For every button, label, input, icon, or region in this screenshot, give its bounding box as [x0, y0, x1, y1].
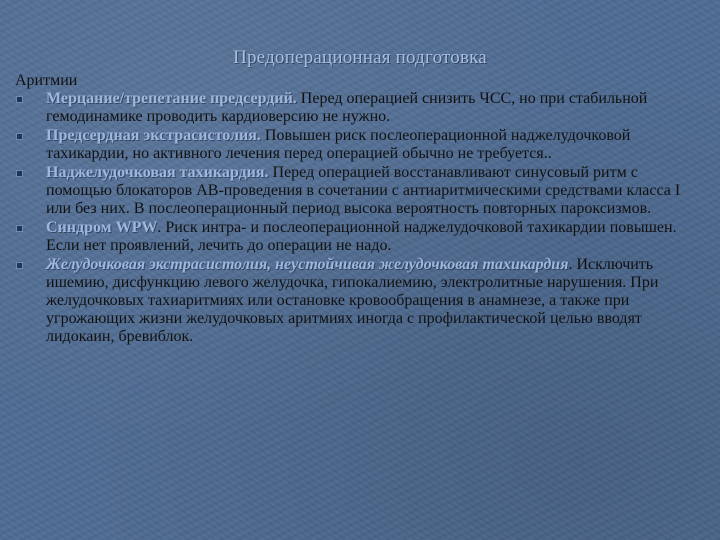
list-item-atrial-extrasystole: [15, 127, 705, 163]
item-text: Повышен риск послеоперационной наджелудочковой тахикардии, но активного лечения перед операцией обычно не требуется..: [46, 127, 631, 162]
term-label: Предсердная экстрасистолия.: [46, 127, 261, 144]
item-text: . Исключить ишемию, дисфункцию левого желудочка, гипокалиемию, электролитные нарушения. При желудочковых тахиаритмиях или остановке кровообращения в анамнезе, а также при угрожающих жизни желудочковых аритмиях иногда с профилактической целью вводят лидокаин, бревиблок.: [46, 256, 659, 345]
list-item-wpw: [15, 219, 705, 255]
term-label: Синдром WPW: [46, 219, 158, 236]
section-heading: Аритмии: [15, 72, 78, 89]
square-bullet-icon: [16, 225, 23, 232]
term-label: Наджелудочковая тахикардия.: [46, 164, 269, 181]
square-bullet-icon: [16, 170, 23, 177]
bullet-list: [15, 90, 705, 347]
list-item-ventricular: [15, 256, 705, 346]
term-label: Желудочковая экстрасистолия, неустойчивая желудочковая тахикардия: [46, 256, 569, 273]
item-text: Перед операцией восстанавливают синусовый ритм с помощью блокаторов АВ-проведения в сочетании с антиаритмическими средствами класса I или без них. В послеоперационный период высока вероятность повторных пароксизмов.: [46, 164, 681, 217]
item-text: . Риск интра- и послеоперационной наджелудочковой тахикардии повышен. Если нет проявлений, лечить до операции не надо.: [46, 219, 677, 254]
term-label: Мерцание/трепетание предсердий.: [46, 90, 297, 107]
list-item-svt: [15, 164, 705, 218]
list-item-atrial-fibrillation: [15, 90, 705, 126]
item-text: Перед операцией снизить ЧСС, но при стабильной гемодинамике проводить кардиоверсию не нужно.: [46, 90, 648, 125]
square-bullet-icon: [16, 96, 23, 103]
square-bullet-icon: [16, 262, 23, 269]
slide-title: Предоперационная подготовка: [233, 47, 487, 68]
square-bullet-icon: [16, 133, 23, 140]
